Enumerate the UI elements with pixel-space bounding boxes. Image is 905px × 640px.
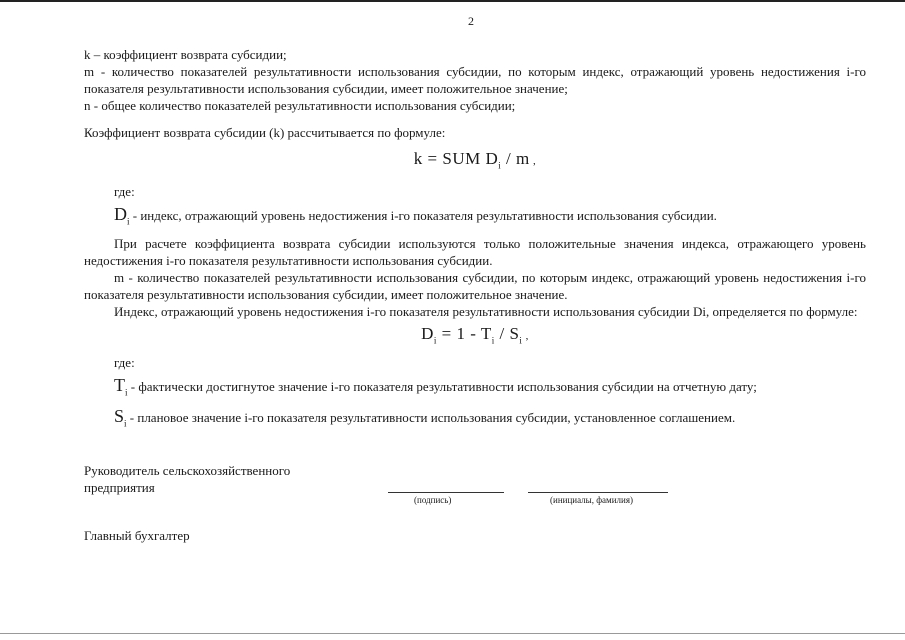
def-k: k – коэффициент возврата субсидии; bbox=[84, 47, 287, 62]
head-signature-label: Руководитель сельскохозяйственного предприятия bbox=[84, 463, 291, 495]
def-m: m - количество показателей результативности использования субсидии, по которым индекс, отражающий уровень недостижения i-го показателя результативности использования субсидии, имеет положительное значение; bbox=[84, 64, 866, 96]
document-body bbox=[84, 46, 866, 437]
page-number: 2 bbox=[468, 14, 474, 28]
signature-block bbox=[84, 462, 866, 562]
formula-k: k = SUM $D_i$ / m , bbox=[413, 149, 537, 171]
name-caption: (инициалы, фамилия) bbox=[550, 495, 633, 505]
def-n: n - общее количество показателей результативности использования субсидии; bbox=[84, 98, 516, 113]
where-label-1: где: bbox=[114, 184, 135, 200]
signature-caption: (подпись) bbox=[414, 495, 452, 505]
para-positive: При расчете коэффициента возврата субсидии используются только положительные значения индекса, отражающего уровень недостижения i-го показателя результативности использования субсидии. bbox=[84, 235, 866, 268]
def-T: $T_i$ - фактически достигнутое значение i-го показателя результативности использования субсидии на отчетную дату; bbox=[114, 375, 757, 398]
name-line bbox=[528, 492, 668, 493]
para-m: m - количество показателей результативности использования субсидии, по которым индекс, отражающий уровень недостижения i-го показателя результативности использования субсидии, имеет положительное значение. bbox=[84, 269, 866, 302]
scan-top-border bbox=[0, 0, 905, 2]
accountant-label: Главный бухгалтер bbox=[84, 528, 190, 543]
scan-bottom-border bbox=[0, 633, 905, 634]
def-D: $D_i$ - индекс, отражающий уровень недостижения i-го показателя результативности использования субсидии. bbox=[114, 204, 717, 227]
where-label-2: где: bbox=[114, 355, 135, 371]
signature-line bbox=[388, 492, 504, 493]
para-index: Индекс, отражающий уровень недостижения i-го показателя результативности использования субсидии Di, определяется по формуле: bbox=[114, 303, 858, 319]
formula-D: $D_i = 1 - T_i / S_i$ , bbox=[421, 323, 529, 346]
coef-intro: Коэффициент возврата субсидии (k) рассчитывается по формуле: bbox=[84, 125, 446, 140]
def-S: $S_i$ - плановое значение i-го показателя результативности использования субсидии, установленное соглашением. bbox=[114, 405, 736, 429]
